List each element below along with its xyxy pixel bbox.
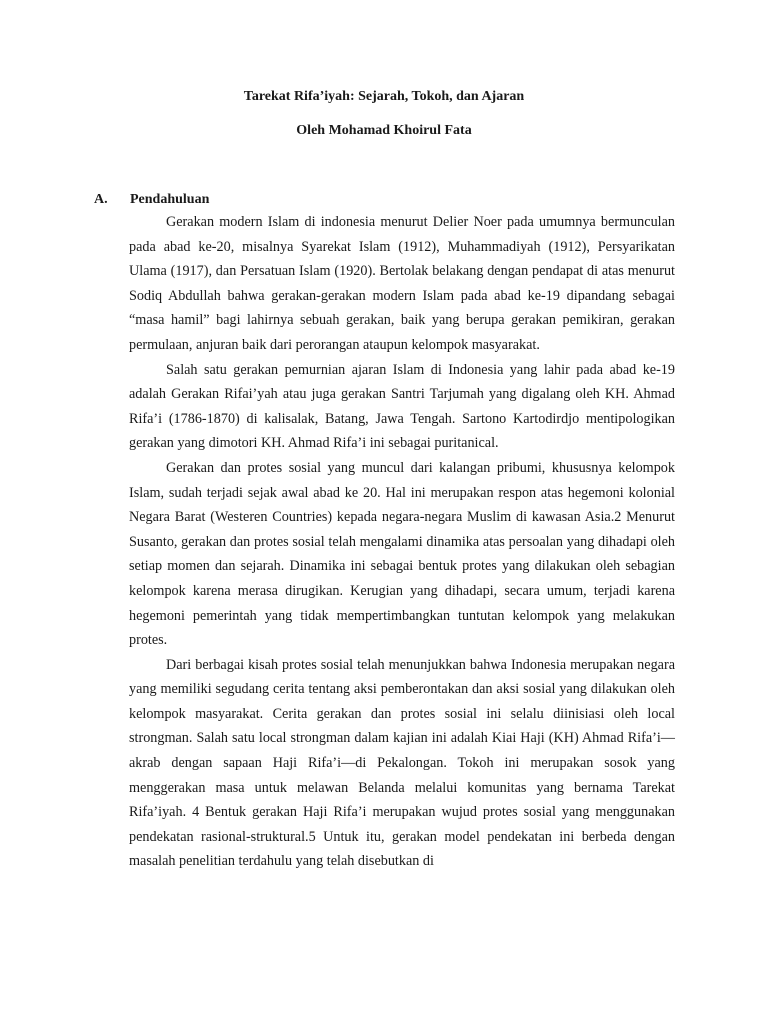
paragraph: Salah satu gerakan pemurnian ajaran Islam di Indonesia yang lahir pada abad ke-19 adalah Gerakan Rifai’yah atau juga gerakan Santri Tarjumah yang digalang oleh KH. Ahmad Rifa’i (1786-1870) di kalisalak, Batang, Jawa Tengah. Sartono Kartodirdjo mentipologikan gerakan yang dimotori KH. Ahmad Rifa’i ini sebagai puritanical. [129, 361, 675, 452]
body-text [129, 210, 675, 874]
section-title: Pendahuluan [130, 192, 210, 207]
paragraph: Dari berbagai kisah protes sosial telah menunjukkan bahwa Indonesia merupakan negara yang memiliki segudang cerita tentang aksi pemberontakan dan aksi sosial yang dilakukan oleh kelompok masyarakat. Cerita gerakan dan protes sosial ini selalu diinisiasi oleh local strongman. Salah satu local strongman dalam kajian ini adalah Kiai Haji (KH) Ahmad Rifa’i— akrab dengan sapaan Haji Rifa’i—di Pekalongan. Tokoh ini merupakan sosok yang menggerakan masa untuk melawan Belanda melalui komunitas yang bernama Tarekat Rifa’iyah. 4 Bentuk gerakan Haji Rifa’i merupakan wujud protes sosial yang menggunakan pendekatan rasional-struktural.5 Untuk itu, gerakan model pendekatan ini berbeda dengan masalah penelitian terdahulu yang telah disebutkan di [129, 656, 675, 870]
section-heading [94, 191, 209, 209]
paragraph: Gerakan modern Islam di indonesia menurut Delier Noer pada umumnya bermunculan pada abad ke-20, misalnya Syarekat Islam (1912), Muhammadiyah (1912), Persyarikatan Ulama (1917), dan Persatuan Islam (1920). Bertolak belakang dengan pendapat di atas menurut Sodiq Abdullah bahwa gerakan-gerakan modern Islam pada abad ke-19 dipandang sebagai “masa hamil” bagi lahirnya sebuah gerakan, baik yang berupa gerakan pemikiran, gerakan permulaan, anjuran baik dari perorangan ataupun kelompok masyarakat. [129, 214, 675, 353]
section-letter: A. [94, 192, 108, 207]
author-line: Oleh Mohamad Khoirul Fata [296, 123, 472, 138]
document-title: Tarekat Rifa’iyah: Sejarah, Tokoh, dan Ajaran [243, 89, 525, 104]
paragraph: Gerakan dan protes sosial yang muncul dari kalangan pribumi, khususnya kelompok Islam, sudah terjadi sejak awal abad ke 20. Hal ini merupakan respon atas hegemoni kolonial Negara Barat (Westeren Countries) kepada negara-negara Muslim di kawasan Asia.2 Menurut Susanto, gerakan dan protes sosial telah mengalami dinamika atas persoalan yang dihadapi oleh setiap momen dan sejarah. Dinamika ini sebagai bentuk protes yang dilakukan oleh sebagian kelompok karena merasa dirugikan. Kerugian yang dihadapi, secara umum, terjadi karena hegemoni pemerintah yang tidak mempertimbangkan tuntutan kelompok yang melakukan protes. [129, 459, 675, 649]
